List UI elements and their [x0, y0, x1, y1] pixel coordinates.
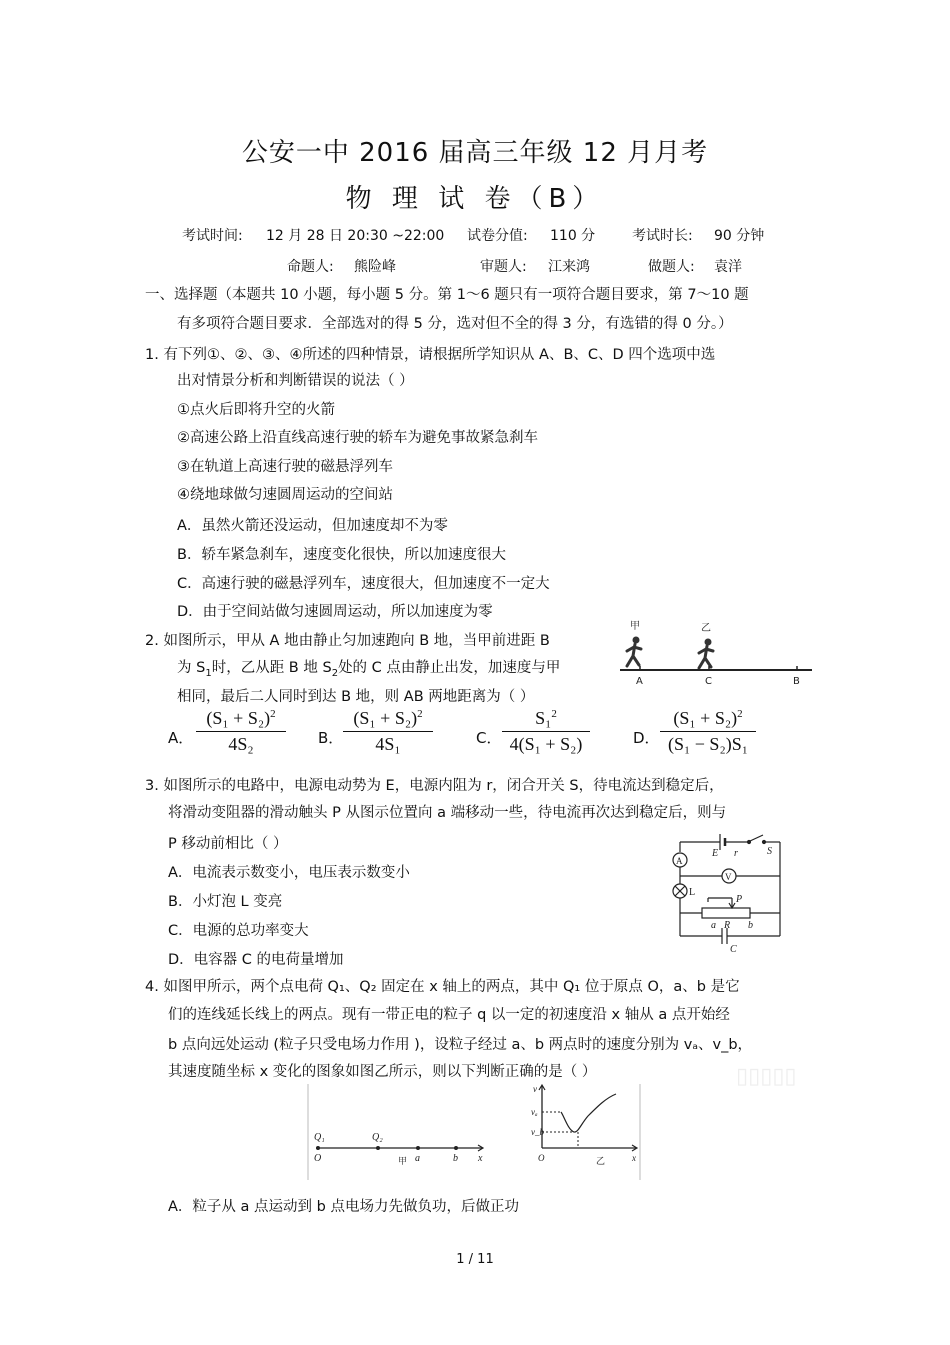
- circuit-label-b: b: [748, 920, 753, 931]
- q2-stem-line2: 为 $S_1$时，乙从距 B 地 $S_2$处的 C 点由静止出发，加速度与甲: [177, 660, 561, 679]
- score-label: 试卷分值:: [467, 228, 528, 244]
- exam-time-label: 考试时间:: [182, 228, 243, 244]
- q3-option-c: C．电源的总功率变大: [168, 923, 309, 939]
- exam-time-value: 12 月 28 日 20:30 ~22:00: [266, 228, 445, 244]
- q1-option-d: D．由于空间站做匀速圆周运动，所以加速度为零: [177, 604, 493, 620]
- figure-yi: [531, 1084, 637, 1167]
- circuit-label-c: C: [730, 944, 737, 955]
- q3-stem-line1: 3. 如图所示的电路中，电源电动势为 E，电源内阻为 r，闭合开关 S，待电流达到稳定后，: [145, 778, 724, 794]
- q1-option-b: B．轿车紧急刹车，速度变化很快，所以加速度很大: [177, 547, 506, 563]
- q3-stem-line3: P 移动前相比（ ）: [168, 836, 288, 852]
- q2-option-c-label: C．: [476, 729, 502, 747]
- q2-option-d-label: D．: [633, 729, 660, 747]
- q1-option-a: A．虽然火箭还没运动，但加速度却不为零: [177, 518, 448, 534]
- q1-scenario-2: ②高速公路上沿直线高速行驶的轿车为避免事故紧急刹车: [177, 430, 538, 446]
- figure-jia: [314, 1132, 483, 1167]
- fig-origin2-label: O: [538, 1153, 545, 1163]
- q1-option-c: C．高速行驶的磁悬浮列车，速度很大，但加速度不一定大: [177, 576, 550, 592]
- q4-option-a: A．粒子从 a 点运动到 b 点电场力先做负功，后做正功: [168, 1199, 519, 1215]
- runner-yi-icon: [699, 639, 713, 669]
- fig-q2-label: Q₂: [372, 1132, 383, 1143]
- q4-stem-line4: 其速度随坐标 x 变化的图象如图乙所示，则以下判断正确的是（ ）: [168, 1064, 597, 1080]
- fig-x2-label: x: [632, 1153, 636, 1163]
- q2-option-d-formula: $\frac{(S_1 + S_2)^2}{\text{(S₁ − S₂)S₁}}$: [660, 708, 756, 755]
- fig-q1-label: Q₁: [314, 1132, 325, 1143]
- setter-name: 熊险峰: [354, 259, 396, 275]
- q1-stem-line1: 1. 有下列①、②、③、④所述的四种情景，请根据所学知识从 A、B、C、D 四个选项中选: [145, 347, 716, 363]
- q4-stem-line1: 4. 如图甲所示，两个点电荷 Q₁、Q₂ 固定在 x 轴上的两点，其中 Q₁ 位于原点 O，a、b 是它: [145, 979, 740, 995]
- section-instructions-line2: 有多项符合题目要求．全部选对的得 5 分，选对但不全的得 3 分，有选错的得 0 分。）: [177, 316, 733, 332]
- fig-label-jia: 甲: [630, 621, 640, 632]
- q2-option-a-formula: $\frac{(S_1 + S_2)^2}{\text{4S₂}}$: [196, 708, 286, 755]
- q2-option-b-formula: $\frac{(S_1 + S_2)^2}{\text{4S₁}}$: [343, 708, 433, 755]
- circuit-label-rheostat: R: [724, 920, 731, 931]
- q2-option-b-label: B．: [318, 729, 344, 747]
- q1-scenario-4: ④绕地球做匀速圆周运动的空间站: [177, 487, 393, 503]
- q3-stem-line2: 将滑动变阻器的滑动触头 P 从图示位置向 a 端移动一些，待电流再次达到稳定后，则与: [168, 805, 727, 821]
- fig-caption-jia: 甲: [398, 1157, 408, 1167]
- score-value: 110 分: [550, 228, 596, 244]
- maker-label: 做题人:: [648, 259, 695, 275]
- q2-option-c-formula: $\frac{S_1^2}{\text{4(S₁ + S₂)}}$: [502, 708, 590, 755]
- fig-a-label: a: [415, 1153, 420, 1164]
- fig-caption-yi: 乙: [596, 1157, 606, 1167]
- reviewer-name: 江来鸿: [548, 259, 590, 275]
- q3-circuit-diagram: [668, 832, 786, 956]
- watermark: ▯▯▯▯▯: [736, 1064, 797, 1089]
- fig-origin-label: O: [314, 1153, 322, 1164]
- q1-scenario-1: ①点火后即将升空的火箭: [177, 402, 335, 418]
- q3-option-d: D．电容器 C 的电荷量增加: [168, 952, 344, 968]
- q3-option-b: B．小灯泡 L 变亮: [168, 894, 283, 910]
- runner-jia-icon: [627, 637, 641, 667]
- q4-stem-line2: 们的连线延长线上的两点。现有一带正电的粒子 q 以一定的初速度沿 x 轴从 a 点开始经: [168, 1007, 730, 1023]
- q2-option-a-label: A．: [168, 729, 194, 747]
- duration-value: 90 分钟: [714, 228, 765, 244]
- maker-name: 袁洋: [714, 259, 742, 275]
- q2-running-figure: [612, 618, 817, 690]
- q4-figures: [306, 1082, 642, 1182]
- fig-label-yi: 乙: [701, 623, 711, 634]
- section-instructions-line1: 一、选择题（本题共 10 小题，每小题 5 分。第 1～6 题只有一项符合题目要求，第 7～10 题: [145, 287, 749, 303]
- q4-stem-line3: b 点向远处运动 (粒子只受电场力作用 )，设粒子经过 a、b 两点时的速度分别为 vₐ、v_b，: [168, 1037, 753, 1053]
- ammeter-icon: A: [676, 856, 683, 866]
- fig-va-label: vₐ: [531, 1107, 538, 1117]
- circuit-label-e: E: [712, 848, 719, 859]
- fig-point-a: A: [636, 676, 643, 687]
- fig-vb-label: v_b: [531, 1127, 544, 1137]
- q1-stem-line2: 出对情景分析和判断错误的说法（ ）: [177, 373, 414, 389]
- q2-stem-line1: 2. 如图所示，甲从 A 地由静止匀加速跑向 B 地，当甲前进距 B: [145, 633, 550, 649]
- q3-option-a: A．电流表示数变小，电压表示数变小: [168, 865, 410, 881]
- circuit-label-s: S: [767, 846, 772, 857]
- voltmeter-icon: V: [725, 872, 732, 882]
- circuit-label-p: P: [736, 894, 743, 905]
- fig-x-label: x: [478, 1153, 483, 1164]
- page-subtitle: 物 理 试 卷（B）: [345, 184, 605, 214]
- setter-label: 命题人:: [287, 259, 334, 275]
- fig-point-c: C: [705, 676, 712, 687]
- q2-stem-line3: 相同，最后二人同时到达 B 地，则 AB 两地距离为（ ）: [177, 689, 535, 705]
- duration-label: 考试时长:: [632, 228, 693, 244]
- reviewer-label: 审题人:: [480, 259, 527, 275]
- page-title: 公安一中 2016 届高三年级 12 月月考: [241, 138, 709, 168]
- fig-v-axis-label: v: [533, 1084, 537, 1094]
- circuit-label-r: r: [734, 848, 738, 859]
- fig-point-b: B: [793, 676, 800, 687]
- circuit-label-a: a: [711, 920, 716, 931]
- circuit-label-l: L: [689, 887, 696, 898]
- q1-scenario-3: ③在轨道上高速行驶的磁悬浮列车: [177, 459, 393, 475]
- fig-b-label: b: [453, 1153, 458, 1164]
- page-number: 1 / 11: [456, 1252, 494, 1267]
